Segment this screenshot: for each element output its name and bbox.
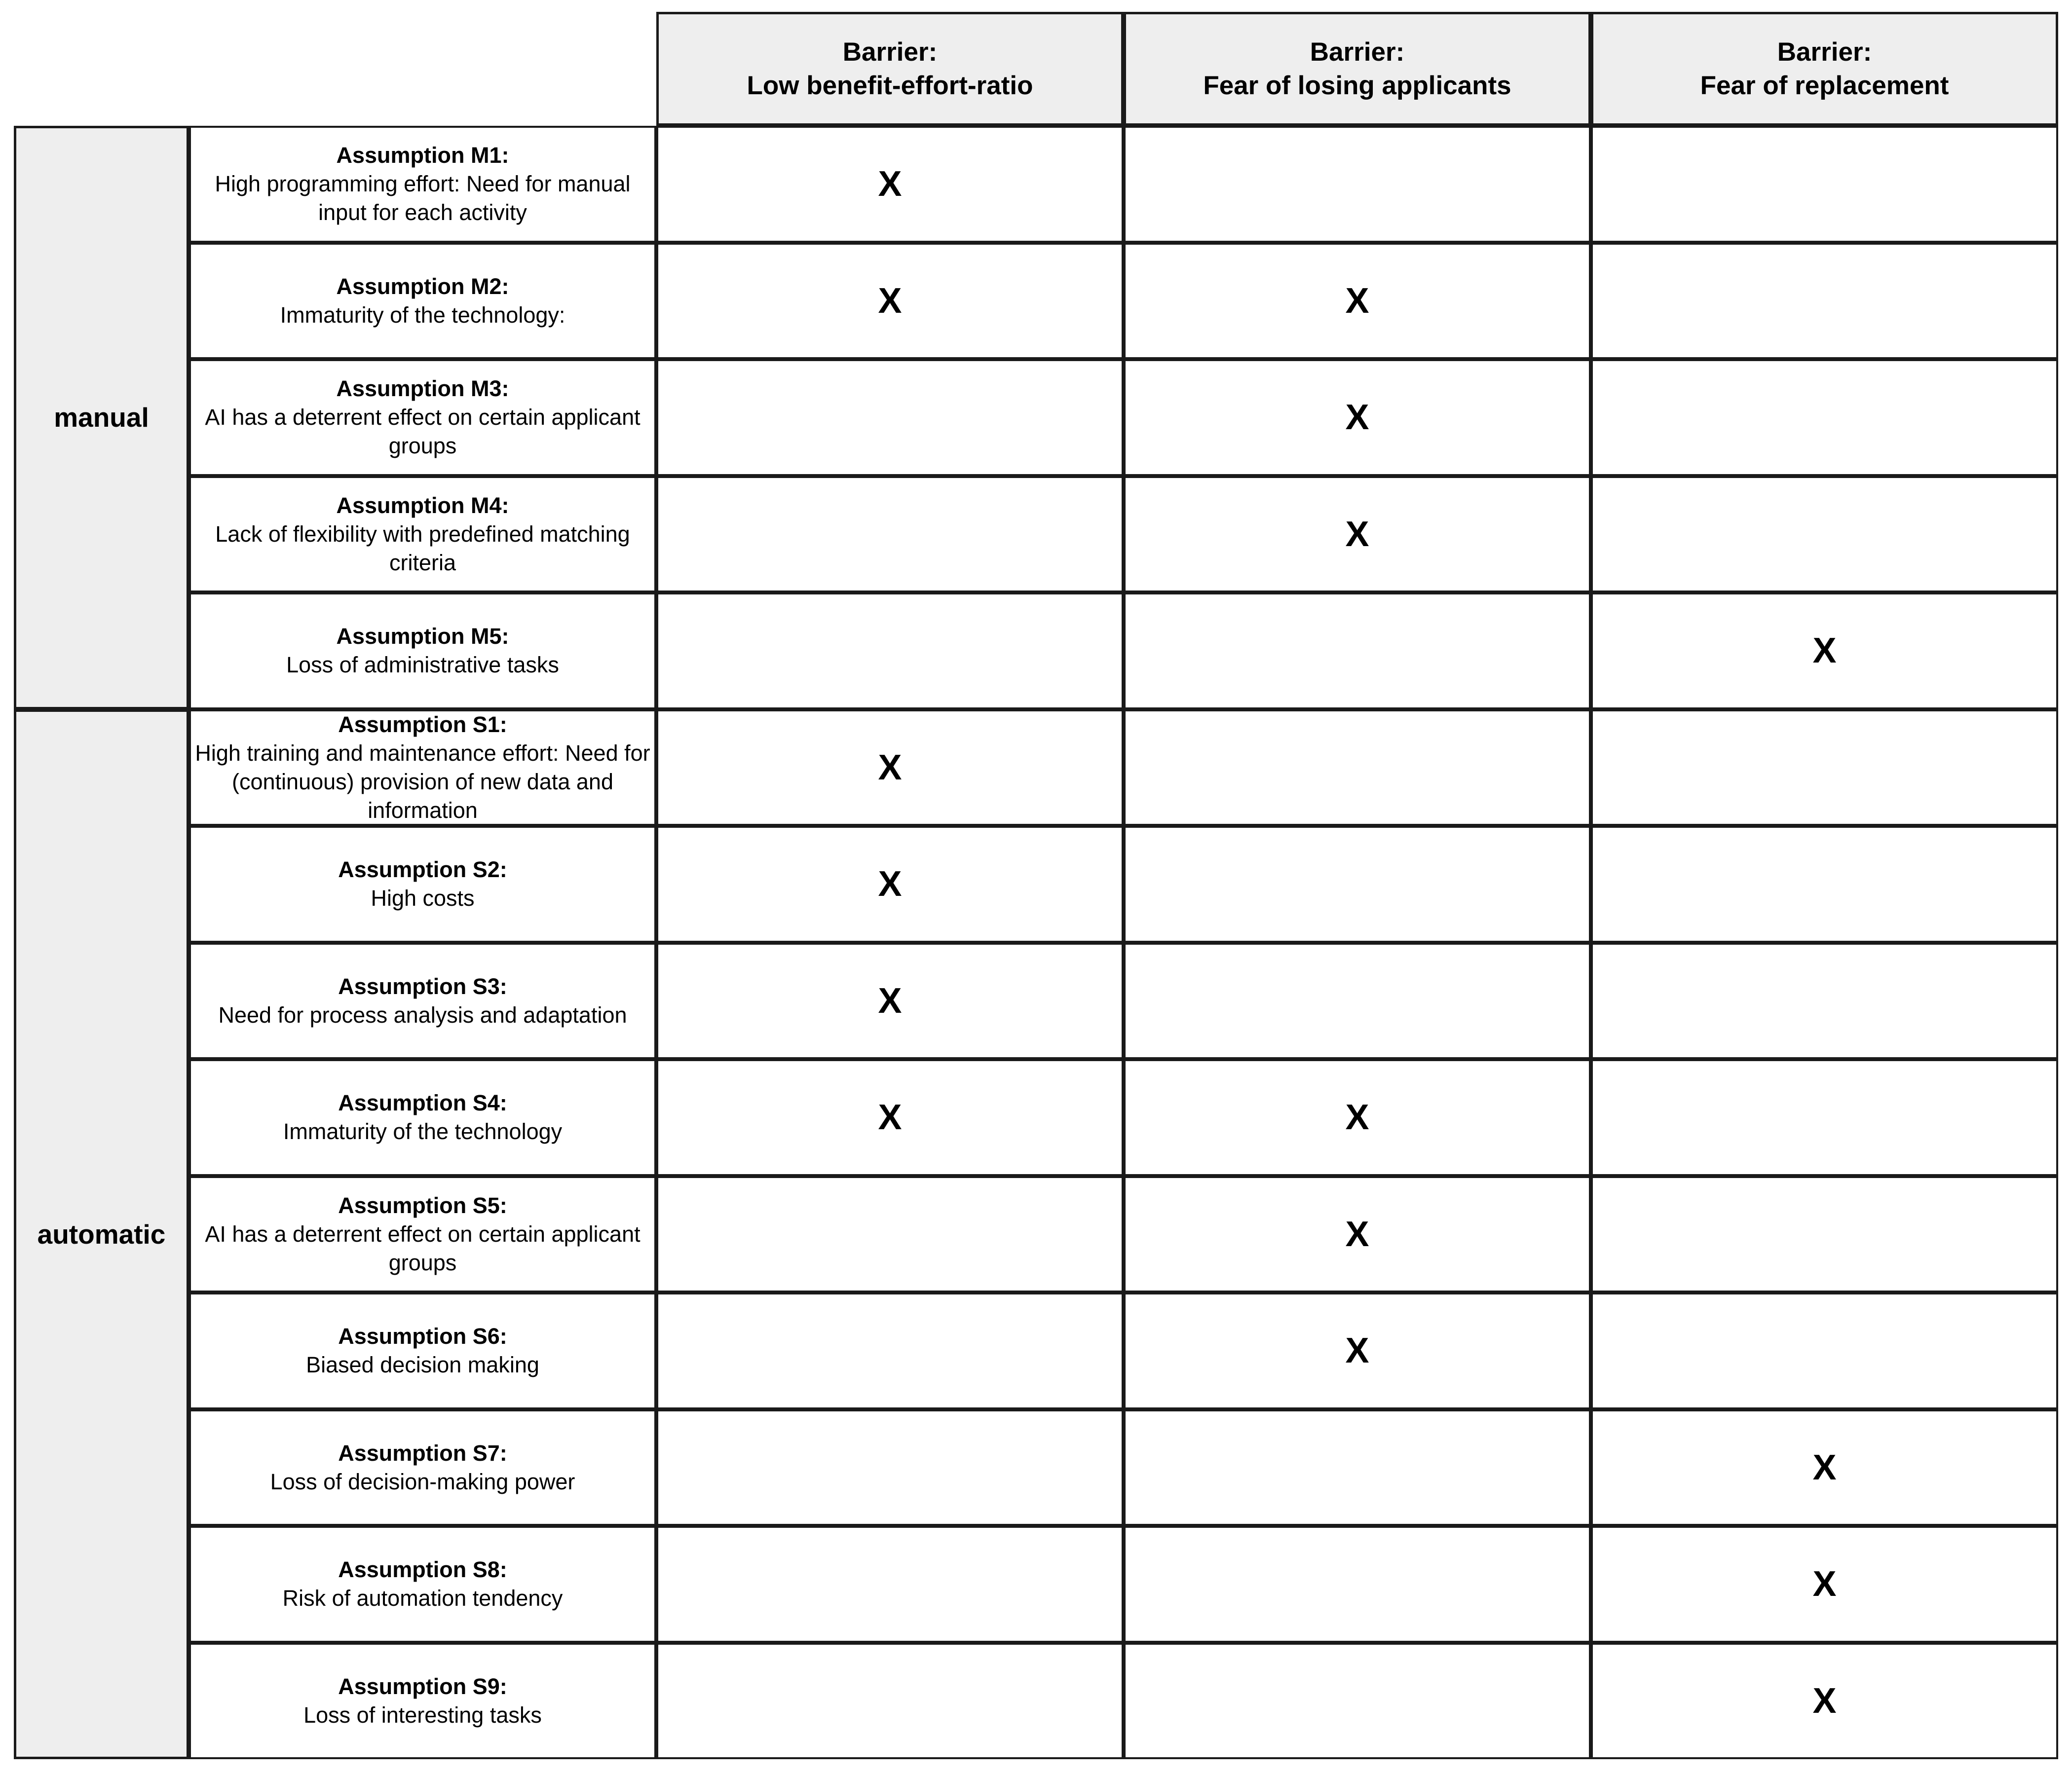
assumption-title: Assumption S9: [338,1673,507,1699]
matrix-cell [656,709,1124,826]
matrix-cell [1591,476,2058,593]
matrix-cell [1124,1292,1591,1409]
matrix-cell [656,943,1124,1060]
matrix-cell [1591,126,2058,243]
assumption-description: Lack of flexibility with predefined matching criteria [215,521,630,575]
assumption-description: Immaturity of the technology [283,1119,563,1144]
assumption-cell [189,1292,656,1409]
matrix-cell [1124,243,1591,360]
x-mark: X [878,164,902,204]
assumption-title: Assumption M4: [336,492,509,518]
matrix-cell [1591,709,2058,826]
x-mark: X [1812,1447,1837,1487]
assumption-title: Assumption S2: [338,857,507,883]
x-mark: X [1345,514,1369,554]
assumption-description: AI has a deterrent effect on certain applicant groups [205,405,640,459]
assumption-cell [189,1176,656,1293]
assumption-cell [189,1526,656,1643]
assumption-title: Assumption S1: [338,711,507,737]
matrix-cell [1124,943,1591,1060]
column-header [1591,12,2058,126]
assumption-cell [189,359,656,476]
column-header-line2: Fear of losing applicants [1203,71,1511,100]
assumption-title: Assumption S7: [338,1440,507,1466]
matrix-cell [656,1176,1124,1293]
assumption-description: Loss of administrative tasks [286,652,559,678]
matrix-cell [656,1409,1124,1526]
matrix-cell [1124,1176,1591,1293]
assumption-cell [189,592,656,709]
column-header-line1: Barrier: [1777,37,1872,67]
assumption-description: High training and maintenance effort: Need for (continuous) provision of new data and information [195,740,650,823]
column-header-line1: Barrier: [842,37,938,67]
assumption-cell [189,826,656,943]
matrix-cell [1124,826,1591,943]
matrix-cell [1124,1643,1591,1760]
matrix-cell [656,359,1124,476]
assumption-description: Loss of decision-making power [270,1469,575,1494]
matrix-cell [1591,1526,2058,1643]
assumption-description: Biased decision making [306,1352,539,1378]
assumption-description: High costs [371,886,475,911]
assumption-description: Immaturity of the technology: [280,302,565,328]
assumption-title: Assumption S5: [338,1192,507,1218]
x-mark: X [1345,1214,1369,1254]
assumption-cell [189,1643,656,1760]
x-mark: X [878,864,902,904]
matrix-cell [1591,943,2058,1060]
matrix-cell [1124,592,1591,709]
assumption-title: Assumption S8: [338,1557,507,1583]
x-mark: X [1812,631,1837,671]
matrix-cell [1591,1643,2058,1760]
matrix-cell [1124,1059,1591,1176]
column-header [656,12,1124,126]
matrix-cell [1591,1409,2058,1526]
x-mark: X [1345,398,1369,438]
matrix-cell [656,1059,1124,1176]
matrix-cell [656,826,1124,943]
column-header [1124,12,1591,126]
assumption-title: Assumption S3: [338,973,507,999]
matrix-cell [1591,826,2058,943]
matrix-cell [1124,1526,1591,1643]
assumption-title: Assumption M1: [336,143,509,168]
assumption-cell [189,126,656,243]
x-mark: X [1812,1564,1837,1604]
column-header-line1: Barrier: [1310,37,1405,67]
matrix-cell [656,592,1124,709]
column-header-line2: Fear of replacement [1700,71,1949,100]
assumption-title: Assumption M3: [336,376,509,402]
assumption-cell [189,1409,656,1526]
x-mark: X [1345,1331,1369,1371]
x-mark: X [1812,1681,1837,1721]
assumption-description: Need for process analysis and adaptation [218,1002,627,1028]
matrix-cell [1591,359,2058,476]
assumption-title: Assumption S6: [338,1324,507,1349]
assumption-description: Loss of interesting tasks [303,1702,542,1728]
matrix-cell [656,1643,1124,1760]
assumption-cell [189,709,656,826]
assumption-description: AI has a deterrent effect on certain applicant groups [205,1221,640,1275]
matrix-cell [1124,476,1591,593]
x-mark: X [878,747,902,787]
assumption-description: High programming effort: Need for manual input for each activity [215,171,631,225]
matrix-cell [1591,1292,2058,1409]
matrix-cell [1591,243,2058,360]
group-label: automatic [14,709,189,1760]
assumption-title: Assumption M2: [336,273,509,299]
matrix-cell [1124,359,1591,476]
matrix-cell [1124,126,1591,243]
matrix-cell [1591,1176,2058,1293]
assumption-title: Assumption S4: [338,1090,507,1116]
x-mark: X [878,981,902,1021]
matrix-cell [656,476,1124,593]
assumption-description: Risk of automation tendency [282,1586,563,1611]
matrix-cell [656,126,1124,243]
group-label: manual [14,126,189,709]
column-header-line2: Low benefit-effort-ratio [747,71,1033,100]
x-mark: X [878,1098,902,1138]
matrix-cell [1124,709,1591,826]
matrix-cell [1591,1059,2058,1176]
matrix-cell [656,1292,1124,1409]
assumption-cell [189,1059,656,1176]
x-mark: X [878,281,902,321]
assumption-cell [189,476,656,593]
assumption-title: Assumption M5: [336,624,509,649]
x-mark: X [1345,1098,1369,1138]
matrix-cell [1124,1409,1591,1526]
matrix-cell [656,1526,1124,1643]
matrix-cell [656,243,1124,360]
assumption-cell [189,243,656,360]
matrix-cell [1591,592,2058,709]
assumption-cell [189,943,656,1060]
x-mark: X [1345,281,1369,321]
